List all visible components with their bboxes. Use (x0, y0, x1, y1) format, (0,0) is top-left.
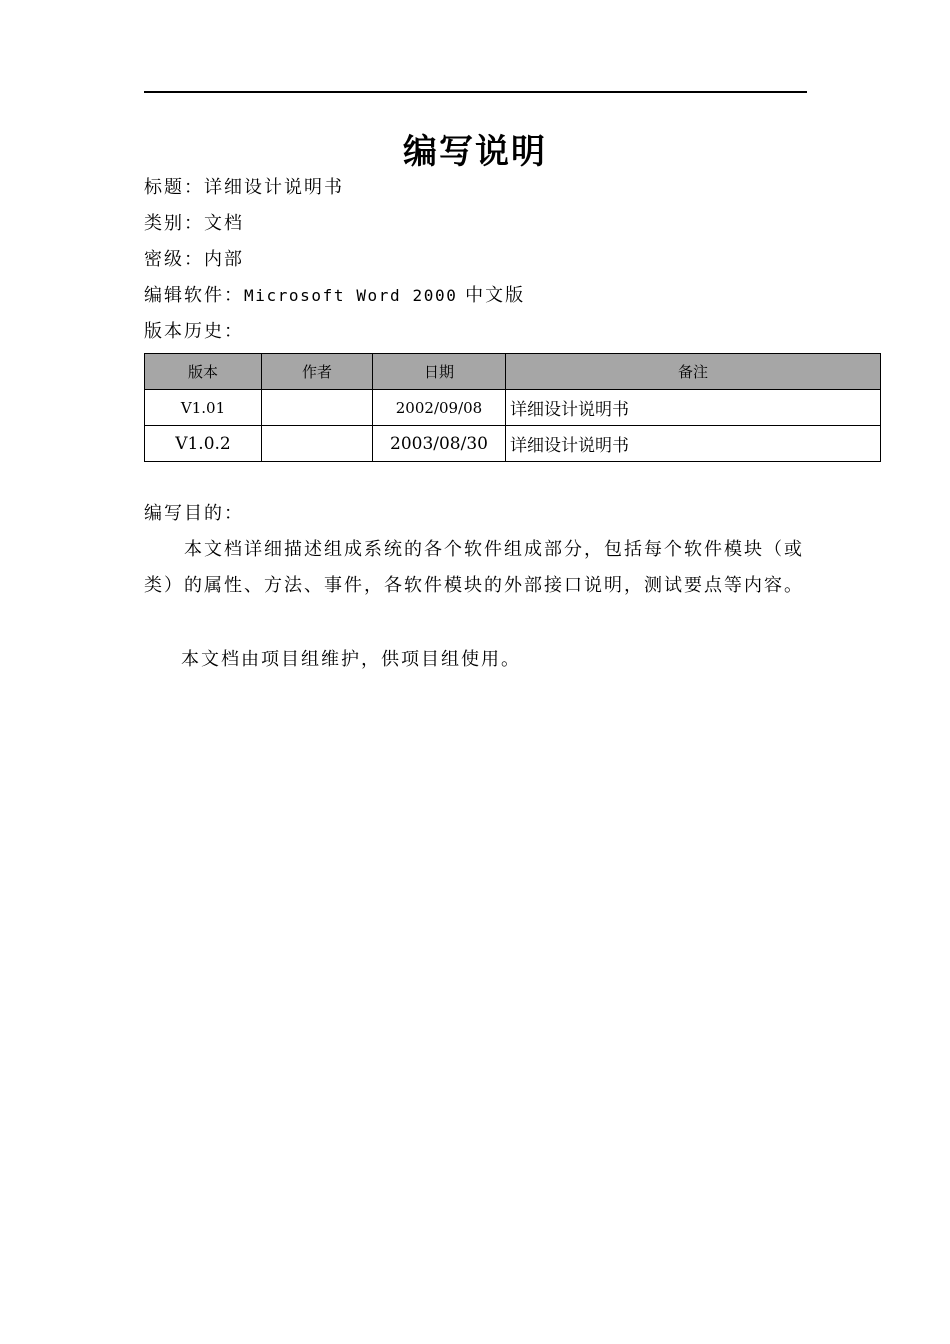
category-line: 类别：文档 (144, 213, 244, 234)
cell-date: 2002/09/08 (373, 390, 506, 426)
table-row (145, 390, 881, 426)
header-version: 版本 (145, 354, 262, 390)
cell-remarks: 详细设计说明书 (506, 426, 881, 462)
software-label: 编辑软件： (144, 285, 244, 306)
software-line (144, 283, 525, 309)
table-header-row (145, 354, 881, 390)
cell-remarks: 详细设计说明书 (506, 390, 881, 426)
table-row (145, 426, 881, 462)
cell-author (262, 426, 373, 462)
page-title: 编写说明 (403, 132, 547, 172)
cell-version: V1.01 (145, 390, 262, 426)
software-suffix: 中文版 (457, 285, 526, 306)
cell-author (262, 390, 373, 426)
history-label: 版本历史： (144, 321, 244, 342)
cell-version: V1.0.2 (145, 426, 262, 462)
software-value: Microsoft Word 2000 (244, 286, 458, 305)
purpose-paragraph: 本文档详细描述组成系统的各个软件组成部分，包括每个软件模块（或类）的属性、方法、事件，各软件模块的外部接口说明，测试要点等内容。 (144, 539, 804, 596)
maintenance-paragraph: 本文档由项目组维护，供项目组使用。 (181, 649, 521, 670)
header-author: 作者 (262, 354, 373, 390)
header-remarks: 备注 (506, 354, 881, 390)
version-history-table (144, 353, 881, 462)
title-line: 标题：详细设计说明书 (144, 177, 344, 198)
header-rule (144, 91, 807, 93)
security-line: 密级：内部 (144, 249, 244, 270)
header-date: 日期 (373, 354, 506, 390)
purpose-label: 编写目的： (144, 503, 244, 524)
cell-date: 2003/08/30 (373, 426, 506, 462)
